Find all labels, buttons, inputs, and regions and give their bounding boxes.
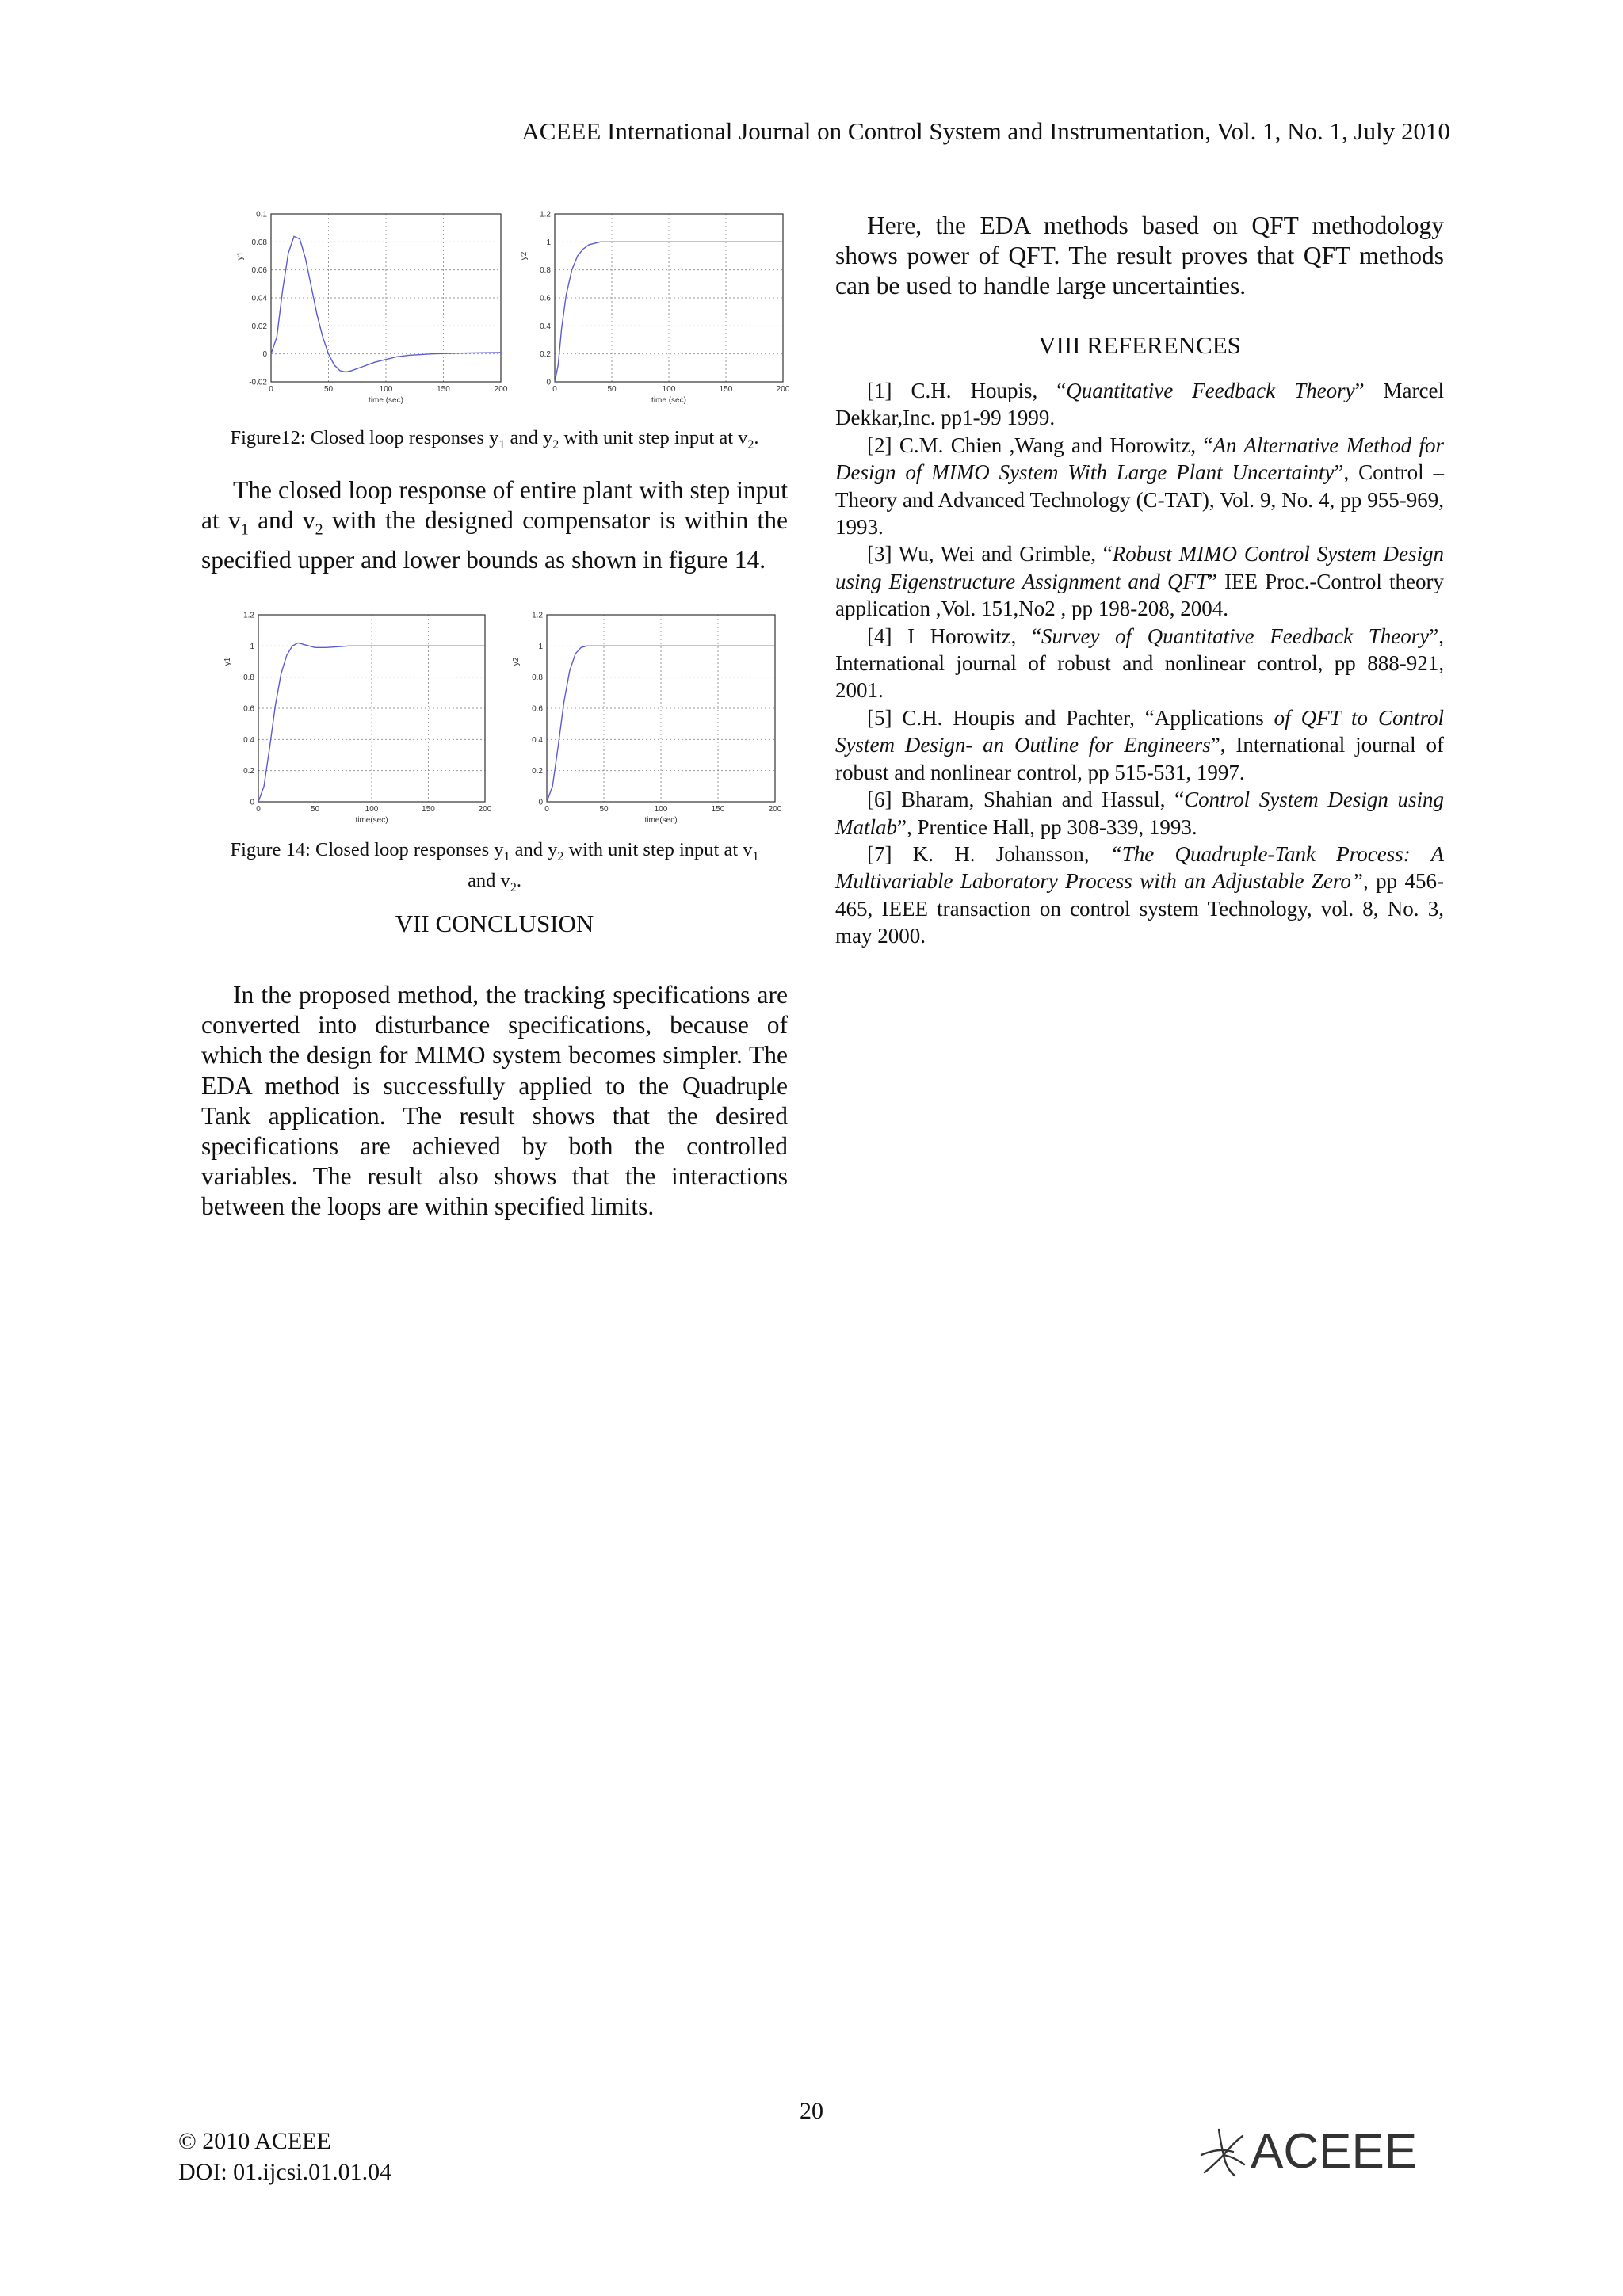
y-tick-label: 0.2 [243,767,254,776]
star-swirl-icon [1201,2130,1244,2176]
results-paragraph: The closed loop response of entire plant with step input at $v_1$ and $v_2$ with the designed compensator is within the specified upper and lower bounds as shown in figure 14. [201,476,789,574]
figure14-plot-y2 [507,608,781,826]
reference-item: [3] Wu, Wei and Grimble, “Robust MIMO Control System Design using Eigenstructure Assignment and QFT” IEE Proc.-Control theory application ,Vol. 151,No2 , pp 198-208, 2004. [835,542,1444,621]
page-number: 20 [800,2098,823,2124]
references-list [835,377,1444,950]
figure14-caption [201,838,788,900]
reference-item: [7] K. H. Johansson, “The Quadruple-Tank Process: A Multivariable Laboratory Process with an Adjustable Zero”, pp 456-465, IEEE transaction on control system Technology, vol. 8, No. 3, may 2000. [835,841,1444,948]
running-header: ACEEE International Journal on Control System and Instrumentation, Vol. 1, No. 1, July 2010 [521,117,1450,145]
x-tick-label: 0 [544,805,549,814]
y-tick-label: 0.8 [532,673,543,683]
x-tick-label: 150 [422,805,435,814]
x-axis-label: time (sec) [651,396,686,405]
x-tick-label: 150 [437,385,450,394]
chart-svg [231,208,507,406]
x-tick-label: 0 [269,385,273,394]
y-tick-label: 1.2 [532,611,543,620]
reference-item: [5] C.H. Houpis and Pachter, “Applications of QFT to Control System Design- an Outline for Engineers”, International journal of robust and nonlinear control, pp 515-531, 1997. [835,705,1445,784]
y-tick-label: 0.4 [532,735,543,745]
x-tick-label: 50 [310,805,320,814]
conclusion-paragraph: In the proposed method, the tracking specifications are converted into disturbance specifications, because of which the design for MIMO system becomes simpler. The EDA method is successfully applied to the Quadruple Tank application. The result shows that the desired specifications are achieved by both the controlled variables. The result also shows that the interactions between the loops are within specified limits. [201,981,788,1221]
y-tick-label: -0.02 [249,378,267,387]
y-tick-label: 0.6 [532,704,543,714]
conclusion-heading: VII CONCLUSION [395,910,594,937]
x-tick-label: 200 [776,385,789,394]
x-tick-label: 50 [607,385,617,394]
y-tick-label: 0.04 [251,294,267,303]
y-tick-label: 0 [538,798,543,807]
x-tick-label: 200 [478,805,491,814]
x-tick-label: 100 [662,385,676,394]
y-tick-label: 0 [250,798,254,807]
figure14-caption-line2: and $v_2$. [468,869,521,894]
figure14-caption-line1: Figure 14: Closed loop responses $y_1$ and $y_2$ with unit step input at $v_1$ [230,839,759,864]
y-tick-label: 0.8 [243,673,254,683]
y-tick-label: 0.8 [540,266,551,276]
y-tick-label: 0 [262,350,267,360]
y-tick-label: 0.6 [540,294,551,303]
x-tick-label: 200 [768,805,781,814]
references-heading: VIII REFERENCES [1038,331,1241,359]
chart-svg [507,608,781,826]
y-tick-label: 1.2 [243,611,254,620]
y-tick-label: 0.2 [532,767,543,776]
reference-item: [6] Bharam, Shahian and Hassul, “Control System Design using Matlab”, Prentice Hall, pp 308-339, 1993. [835,788,1444,839]
y-tick-label: 0.4 [540,322,551,331]
logo-wordmark: ACEEE [1251,2124,1418,2179]
figure12-plot-y2 [515,208,789,406]
x-tick-label: 50 [599,805,609,814]
aceee-logo-mark [1195,2123,1449,2180]
chart-svg [515,208,789,406]
y-tick-label: 0.4 [243,735,254,745]
doi-text: DOI: 01.ijcsi.01.01.04 [178,2159,392,2185]
y-tick-label: 0.1 [256,210,267,219]
figure14-plot-y1 [219,608,491,826]
y-tick-label: 0.6 [243,704,254,714]
aceee-logo [1195,2123,1449,2180]
x-axis-label: time(sec) [355,816,388,825]
intro-paragraph: Here, the EDA methods based on QFT methodology shows power of QFT. The result proves that QFT methods can be used to handle large uncertainties. [835,212,1444,300]
y-tick-label: 0.02 [251,322,267,331]
y-axis-label: y1 [236,251,245,261]
y-axis-label: y2 [512,657,521,666]
x-tick-label: 150 [711,805,725,814]
figure12-caption: Figure12: Closed loop responses $y_1$ and $y_2$ with unit step input at $v_2$. [230,427,759,452]
y-tick-label: 0.06 [251,266,267,276]
reference-item: [2] C.M. Chien ,Wang and Horowitz, “An Alternative Method for Design of MIMO System With Large Plant Uncertainty”, Control –Theory and Advanced Technology (C-TAT), Vol. 9, No. 4, pp 955-969, 1993. [835,433,1444,540]
x-tick-label: 0 [256,805,261,814]
reference-item: [4] I Horowitz, “Survey of Quantitative Feedback Theory”, International journal of robust and nonlinear control, pp 888-921, 2001. [835,624,1444,703]
x-tick-label: 100 [379,385,393,394]
chart-svg [219,608,491,826]
x-tick-label: 50 [323,385,334,394]
series-line [271,236,501,372]
y-tick-label: 1 [546,238,551,247]
x-tick-label: 100 [365,805,379,814]
reference-item: [1] C.H. Houpis, “Quantitative Feedback Theory” Marcel Dekkar,Inc. pp1-99 1999. [835,379,1445,430]
y-tick-label: 0 [546,378,551,387]
footer-info [178,2126,391,2187]
y-tick-label: 1 [250,642,254,651]
x-tick-label: 0 [552,385,557,394]
y-axis-label: y2 [520,251,529,261]
y-axis-label: y1 [223,657,232,666]
figure12-plot-y1 [231,208,507,406]
x-axis-label: time (sec) [369,396,403,405]
copyright-text: © 2010 ACEEE [178,2128,331,2154]
x-tick-label: 100 [654,805,668,814]
y-tick-label: 1 [538,642,543,651]
x-tick-label: 200 [494,385,507,394]
x-tick-label: 150 [719,385,733,394]
x-axis-label: time(sec) [644,816,678,825]
y-tick-label: 0.08 [251,238,267,247]
y-tick-label: 0.2 [540,350,551,360]
y-tick-label: 1.2 [540,210,551,219]
